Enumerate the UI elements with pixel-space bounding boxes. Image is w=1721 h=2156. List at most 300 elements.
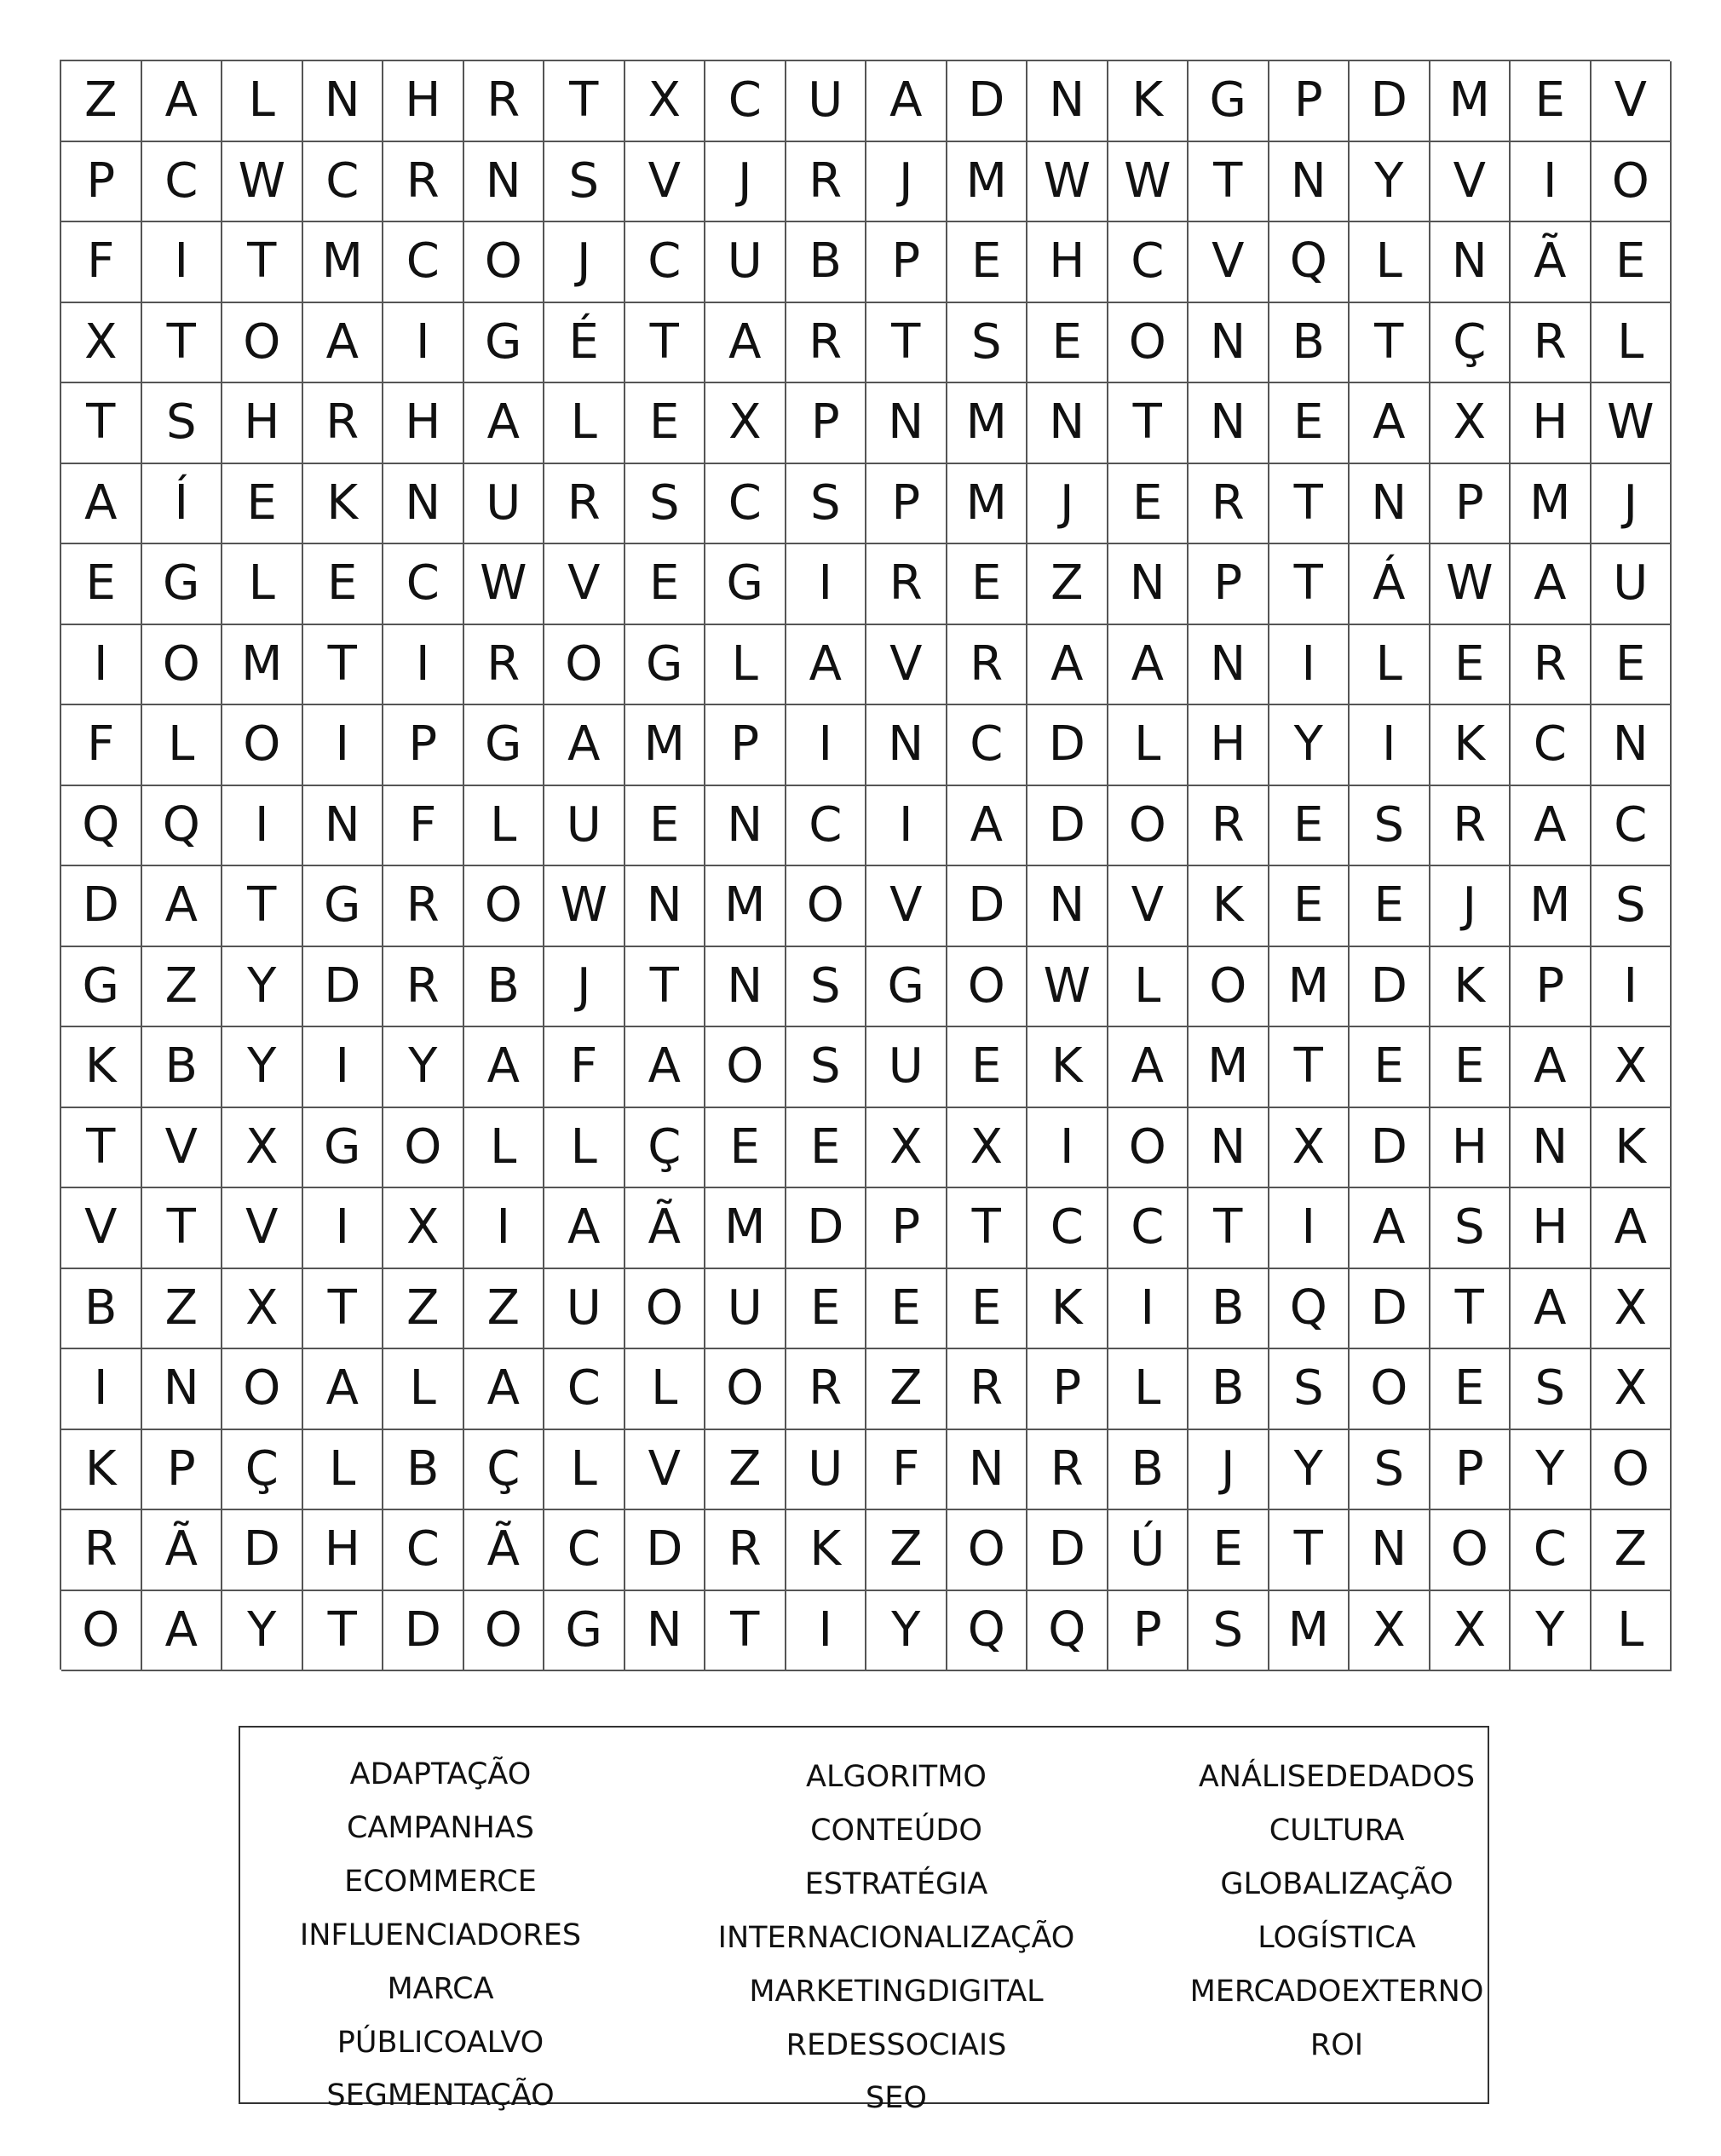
- grid-cell[interactable]: Ã: [464, 1510, 545, 1591]
- grid-cell[interactable]: P: [866, 464, 947, 545]
- grid-cell[interactable]: X: [947, 1108, 1028, 1189]
- grid-cell[interactable]: M: [705, 1188, 786, 1269]
- grid-cell[interactable]: D: [1350, 1269, 1430, 1350]
- grid-cell[interactable]: H: [1511, 383, 1591, 464]
- grid-cell[interactable]: A: [142, 866, 223, 947]
- grid-cell[interactable]: E: [947, 222, 1028, 303]
- grid-cell[interactable]: Y: [866, 1591, 947, 1672]
- grid-cell[interactable]: K: [1430, 947, 1511, 1028]
- grid-cell[interactable]: V: [222, 1188, 303, 1269]
- grid-cell[interactable]: T: [303, 625, 384, 706]
- grid-cell[interactable]: P: [866, 1188, 947, 1269]
- grid-cell[interactable]: D: [1027, 1510, 1108, 1591]
- grid-cell[interactable]: I: [1350, 705, 1430, 786]
- grid-cell[interactable]: A: [1027, 625, 1108, 706]
- grid-cell[interactable]: D: [1027, 705, 1108, 786]
- grid-cell[interactable]: A: [1591, 1188, 1672, 1269]
- grid-cell[interactable]: V: [1591, 61, 1672, 142]
- grid-cell[interactable]: O: [705, 1027, 786, 1108]
- grid-cell[interactable]: R: [1027, 1430, 1108, 1511]
- grid-cell[interactable]: A: [142, 61, 223, 142]
- grid-cell[interactable]: G: [625, 625, 706, 706]
- grid-cell[interactable]: H: [1027, 222, 1108, 303]
- grid-cell[interactable]: H: [1430, 1108, 1511, 1189]
- grid-cell[interactable]: E: [1430, 1027, 1511, 1108]
- grid-cell[interactable]: N: [1430, 222, 1511, 303]
- grid-cell[interactable]: W: [1027, 947, 1108, 1028]
- grid-cell[interactable]: Y: [1269, 705, 1350, 786]
- grid-cell[interactable]: C: [1511, 705, 1591, 786]
- grid-cell[interactable]: X: [222, 1269, 303, 1350]
- grid-cell[interactable]: A: [705, 303, 786, 384]
- grid-cell[interactable]: Ã: [142, 1510, 223, 1591]
- grid-cell[interactable]: N: [1027, 383, 1108, 464]
- grid-cell[interactable]: R: [786, 142, 867, 223]
- grid-cell[interactable]: D: [303, 947, 384, 1028]
- grid-cell[interactable]: A: [464, 383, 545, 464]
- grid-cell[interactable]: Ç: [222, 1430, 303, 1511]
- grid-cell[interactable]: G: [464, 705, 545, 786]
- grid-cell[interactable]: Z: [866, 1349, 947, 1430]
- grid-cell[interactable]: A: [544, 1188, 625, 1269]
- grid-cell[interactable]: I: [1108, 1269, 1189, 1350]
- grid-cell[interactable]: T: [1189, 142, 1269, 223]
- grid-cell[interactable]: E: [1108, 464, 1189, 545]
- grid-cell[interactable]: A: [1511, 786, 1591, 867]
- grid-cell[interactable]: E: [1511, 61, 1591, 142]
- grid-cell[interactable]: D: [947, 61, 1028, 142]
- grid-cell[interactable]: O: [464, 1591, 545, 1672]
- grid-cell[interactable]: N: [303, 786, 384, 867]
- grid-cell[interactable]: B: [1108, 1430, 1189, 1511]
- grid-cell[interactable]: G: [61, 947, 142, 1028]
- grid-cell[interactable]: L: [222, 544, 303, 625]
- grid-cell[interactable]: H: [303, 1510, 384, 1591]
- grid-cell[interactable]: W: [1430, 544, 1511, 625]
- grid-cell[interactable]: E: [1269, 866, 1350, 947]
- grid-cell[interactable]: S: [786, 1027, 867, 1108]
- grid-cell[interactable]: O: [786, 866, 867, 947]
- grid-cell[interactable]: R: [1511, 625, 1591, 706]
- grid-cell[interactable]: E: [1430, 1349, 1511, 1430]
- grid-cell[interactable]: L: [705, 625, 786, 706]
- grid-cell[interactable]: L: [1591, 1591, 1672, 1672]
- grid-cell[interactable]: V: [1189, 222, 1269, 303]
- grid-cell[interactable]: Z: [142, 1269, 223, 1350]
- grid-cell[interactable]: V: [1430, 142, 1511, 223]
- grid-cell[interactable]: T: [142, 1188, 223, 1269]
- grid-cell[interactable]: H: [222, 383, 303, 464]
- grid-cell[interactable]: P: [61, 142, 142, 223]
- grid-cell[interactable]: C: [786, 786, 867, 867]
- grid-cell[interactable]: B: [142, 1027, 223, 1108]
- grid-cell[interactable]: E: [947, 1269, 1028, 1350]
- grid-cell[interactable]: N: [1027, 61, 1108, 142]
- grid-cell[interactable]: P: [1189, 544, 1269, 625]
- grid-cell[interactable]: D: [947, 866, 1028, 947]
- grid-cell[interactable]: C: [947, 705, 1028, 786]
- grid-cell[interactable]: X: [1430, 1591, 1511, 1672]
- grid-cell[interactable]: L: [1591, 303, 1672, 384]
- grid-cell[interactable]: R: [705, 1510, 786, 1591]
- grid-cell[interactable]: W: [222, 142, 303, 223]
- grid-cell[interactable]: N: [1591, 705, 1672, 786]
- grid-cell[interactable]: U: [464, 464, 545, 545]
- grid-cell[interactable]: P: [1269, 61, 1350, 142]
- grid-cell[interactable]: Q: [1027, 1591, 1108, 1672]
- grid-cell[interactable]: A: [1108, 1027, 1189, 1108]
- grid-cell[interactable]: N: [464, 142, 545, 223]
- grid-cell[interactable]: O: [464, 222, 545, 303]
- grid-cell[interactable]: B: [383, 1430, 464, 1511]
- grid-cell[interactable]: O: [947, 947, 1028, 1028]
- grid-cell[interactable]: T: [625, 947, 706, 1028]
- grid-cell[interactable]: I: [1269, 1188, 1350, 1269]
- grid-cell[interactable]: A: [544, 705, 625, 786]
- grid-cell[interactable]: I: [142, 222, 223, 303]
- grid-cell[interactable]: V: [544, 544, 625, 625]
- grid-cell[interactable]: E: [222, 464, 303, 545]
- grid-cell[interactable]: A: [1350, 383, 1430, 464]
- grid-cell[interactable]: P: [1430, 464, 1511, 545]
- grid-cell[interactable]: O: [1108, 303, 1189, 384]
- grid-cell[interactable]: E: [1269, 383, 1350, 464]
- grid-cell[interactable]: T: [61, 1108, 142, 1189]
- grid-cell[interactable]: N: [1350, 464, 1430, 545]
- grid-cell[interactable]: Ç: [464, 1430, 545, 1511]
- grid-cell[interactable]: P: [1027, 1349, 1108, 1430]
- grid-cell[interactable]: T: [1269, 1027, 1350, 1108]
- grid-cell[interactable]: C: [303, 142, 384, 223]
- grid-cell[interactable]: A: [1511, 544, 1591, 625]
- grid-cell[interactable]: O: [383, 1108, 464, 1189]
- grid-cell[interactable]: O: [1350, 1349, 1430, 1430]
- grid-cell[interactable]: E: [947, 1027, 1028, 1108]
- grid-cell[interactable]: E: [1027, 303, 1108, 384]
- grid-cell[interactable]: Á: [1350, 544, 1430, 625]
- grid-cell[interactable]: R: [383, 866, 464, 947]
- grid-cell[interactable]: N: [1189, 303, 1269, 384]
- grid-cell[interactable]: T: [1350, 303, 1430, 384]
- grid-cell[interactable]: L: [544, 1108, 625, 1189]
- grid-cell[interactable]: N: [1189, 1108, 1269, 1189]
- grid-cell[interactable]: O: [222, 1349, 303, 1430]
- grid-cell[interactable]: O: [544, 625, 625, 706]
- grid-cell[interactable]: D: [222, 1510, 303, 1591]
- grid-cell[interactable]: K: [1027, 1269, 1108, 1350]
- grid-cell[interactable]: H: [1511, 1188, 1591, 1269]
- grid-cell[interactable]: C: [383, 222, 464, 303]
- grid-cell[interactable]: R: [303, 383, 384, 464]
- grid-cell[interactable]: I: [786, 1591, 867, 1672]
- grid-cell[interactable]: R: [1430, 786, 1511, 867]
- grid-cell[interactable]: S: [786, 464, 867, 545]
- grid-cell[interactable]: E: [786, 1108, 867, 1189]
- grid-cell[interactable]: Ç: [1430, 303, 1511, 384]
- grid-cell[interactable]: A: [61, 464, 142, 545]
- grid-cell[interactable]: E: [866, 1269, 947, 1350]
- grid-cell[interactable]: C: [705, 464, 786, 545]
- grid-cell[interactable]: N: [1350, 1510, 1430, 1591]
- grid-cell[interactable]: G: [705, 544, 786, 625]
- grid-cell[interactable]: X: [1430, 383, 1511, 464]
- grid-cell[interactable]: Y: [383, 1027, 464, 1108]
- grid-cell[interactable]: M: [1511, 866, 1591, 947]
- grid-cell[interactable]: W: [1027, 142, 1108, 223]
- grid-cell[interactable]: O: [61, 1591, 142, 1672]
- grid-cell[interactable]: N: [705, 947, 786, 1028]
- grid-cell[interactable]: M: [303, 222, 384, 303]
- grid-cell[interactable]: D: [61, 866, 142, 947]
- grid-cell[interactable]: U: [1591, 544, 1672, 625]
- grid-cell[interactable]: H: [383, 61, 464, 142]
- grid-cell[interactable]: W: [464, 544, 545, 625]
- grid-cell[interactable]: N: [142, 1349, 223, 1430]
- grid-cell[interactable]: U: [705, 1269, 786, 1350]
- grid-cell[interactable]: O: [222, 303, 303, 384]
- grid-cell[interactable]: F: [866, 1430, 947, 1511]
- grid-cell[interactable]: T: [61, 383, 142, 464]
- grid-cell[interactable]: N: [866, 383, 947, 464]
- grid-cell[interactable]: P: [786, 383, 867, 464]
- grid-cell[interactable]: D: [383, 1591, 464, 1672]
- grid-cell[interactable]: G: [1189, 61, 1269, 142]
- grid-cell[interactable]: X: [1591, 1269, 1672, 1350]
- grid-cell[interactable]: V: [625, 142, 706, 223]
- grid-cell[interactable]: I: [383, 303, 464, 384]
- grid-cell[interactable]: P: [866, 222, 947, 303]
- grid-cell[interactable]: I: [61, 1349, 142, 1430]
- grid-cell[interactable]: T: [544, 61, 625, 142]
- grid-cell[interactable]: O: [142, 625, 223, 706]
- grid-cell[interactable]: A: [1511, 1027, 1591, 1108]
- grid-cell[interactable]: G: [303, 866, 384, 947]
- grid-cell[interactable]: Y: [222, 1591, 303, 1672]
- grid-cell[interactable]: I: [61, 625, 142, 706]
- grid-cell[interactable]: O: [705, 1349, 786, 1430]
- grid-cell[interactable]: G: [544, 1591, 625, 1672]
- grid-cell[interactable]: Y: [222, 1027, 303, 1108]
- grid-cell[interactable]: N: [1269, 142, 1350, 223]
- grid-cell[interactable]: B: [786, 222, 867, 303]
- grid-cell[interactable]: B: [61, 1269, 142, 1350]
- grid-cell[interactable]: G: [464, 303, 545, 384]
- grid-cell[interactable]: S: [947, 303, 1028, 384]
- grid-cell[interactable]: T: [222, 222, 303, 303]
- grid-cell[interactable]: O: [464, 866, 545, 947]
- grid-cell[interactable]: Y: [1269, 1430, 1350, 1511]
- grid-cell[interactable]: E: [1591, 222, 1672, 303]
- grid-cell[interactable]: Z: [1591, 1510, 1672, 1591]
- grid-cell[interactable]: U: [705, 222, 786, 303]
- grid-cell[interactable]: O: [947, 1510, 1028, 1591]
- grid-cell[interactable]: A: [303, 1349, 384, 1430]
- grid-cell[interactable]: F: [61, 222, 142, 303]
- grid-cell[interactable]: N: [1027, 866, 1108, 947]
- grid-cell[interactable]: W: [1108, 142, 1189, 223]
- grid-cell[interactable]: U: [786, 61, 867, 142]
- grid-cell[interactable]: S: [544, 142, 625, 223]
- grid-cell[interactable]: L: [1108, 1349, 1189, 1430]
- grid-cell[interactable]: J: [1591, 464, 1672, 545]
- grid-cell[interactable]: I: [464, 1188, 545, 1269]
- grid-cell[interactable]: D: [1350, 61, 1430, 142]
- grid-cell[interactable]: Z: [61, 61, 142, 142]
- grid-cell[interactable]: X: [1269, 1108, 1350, 1189]
- grid-cell[interactable]: Y: [1511, 1591, 1591, 1672]
- grid-cell[interactable]: L: [222, 61, 303, 142]
- grid-cell[interactable]: R: [383, 947, 464, 1028]
- grid-cell[interactable]: T: [303, 1591, 384, 1672]
- grid-cell[interactable]: R: [1189, 464, 1269, 545]
- grid-cell[interactable]: R: [866, 544, 947, 625]
- grid-cell[interactable]: A: [947, 786, 1028, 867]
- grid-cell[interactable]: Q: [947, 1591, 1028, 1672]
- grid-cell[interactable]: T: [1269, 464, 1350, 545]
- grid-cell[interactable]: U: [786, 1430, 867, 1511]
- grid-cell[interactable]: T: [866, 303, 947, 384]
- grid-cell[interactable]: N: [1511, 1108, 1591, 1189]
- grid-cell[interactable]: E: [1591, 625, 1672, 706]
- grid-cell[interactable]: N: [625, 866, 706, 947]
- grid-cell[interactable]: K: [1189, 866, 1269, 947]
- grid-cell[interactable]: L: [1108, 705, 1189, 786]
- grid-cell[interactable]: S: [1269, 1349, 1350, 1430]
- grid-cell[interactable]: E: [947, 544, 1028, 625]
- grid-cell[interactable]: R: [544, 464, 625, 545]
- grid-cell[interactable]: Z: [142, 947, 223, 1028]
- grid-cell[interactable]: L: [625, 1349, 706, 1430]
- grid-cell[interactable]: J: [544, 947, 625, 1028]
- grid-cell[interactable]: A: [1350, 1188, 1430, 1269]
- grid-cell[interactable]: P: [1108, 1591, 1189, 1672]
- grid-cell[interactable]: C: [1511, 1510, 1591, 1591]
- grid-cell[interactable]: N: [705, 786, 786, 867]
- grid-cell[interactable]: I: [303, 1188, 384, 1269]
- grid-cell[interactable]: E: [705, 1108, 786, 1189]
- grid-cell[interactable]: Í: [142, 464, 223, 545]
- grid-cell[interactable]: M: [1269, 1591, 1350, 1672]
- grid-cell[interactable]: N: [625, 1591, 706, 1672]
- grid-cell[interactable]: Ã: [625, 1188, 706, 1269]
- grid-cell[interactable]: E: [1350, 866, 1430, 947]
- grid-cell[interactable]: C: [383, 1510, 464, 1591]
- grid-cell[interactable]: M: [1430, 61, 1511, 142]
- grid-cell[interactable]: K: [786, 1510, 867, 1591]
- grid-cell[interactable]: Z: [705, 1430, 786, 1511]
- grid-cell[interactable]: A: [464, 1027, 545, 1108]
- grid-cell[interactable]: L: [1108, 947, 1189, 1028]
- grid-cell[interactable]: O: [1108, 786, 1189, 867]
- grid-cell[interactable]: Z: [464, 1269, 545, 1350]
- grid-cell[interactable]: E: [625, 383, 706, 464]
- grid-cell[interactable]: H: [383, 383, 464, 464]
- grid-cell[interactable]: X: [1350, 1591, 1430, 1672]
- grid-cell[interactable]: B: [464, 947, 545, 1028]
- grid-cell[interactable]: I: [303, 705, 384, 786]
- grid-cell[interactable]: O: [1591, 1430, 1672, 1511]
- grid-cell[interactable]: F: [544, 1027, 625, 1108]
- grid-cell[interactable]: P: [1511, 947, 1591, 1028]
- grid-cell[interactable]: Z: [1027, 544, 1108, 625]
- grid-cell[interactable]: C: [544, 1510, 625, 1591]
- grid-cell[interactable]: X: [61, 303, 142, 384]
- grid-cell[interactable]: J: [705, 142, 786, 223]
- grid-cell[interactable]: X: [625, 61, 706, 142]
- grid-cell[interactable]: T: [1108, 383, 1189, 464]
- grid-cell[interactable]: R: [464, 61, 545, 142]
- grid-cell[interactable]: T: [1269, 544, 1350, 625]
- grid-cell[interactable]: X: [1591, 1349, 1672, 1430]
- grid-cell[interactable]: N: [947, 1430, 1028, 1511]
- grid-cell[interactable]: R: [1511, 303, 1591, 384]
- grid-cell[interactable]: C: [705, 61, 786, 142]
- grid-cell[interactable]: I: [786, 544, 867, 625]
- grid-cell[interactable]: N: [866, 705, 947, 786]
- grid-cell[interactable]: C: [625, 222, 706, 303]
- grid-cell[interactable]: R: [786, 1349, 867, 1430]
- grid-cell[interactable]: O: [625, 1269, 706, 1350]
- grid-cell[interactable]: S: [1350, 786, 1430, 867]
- grid-cell[interactable]: E: [625, 544, 706, 625]
- grid-cell[interactable]: N: [303, 61, 384, 142]
- grid-cell[interactable]: P: [383, 705, 464, 786]
- grid-cell[interactable]: J: [866, 142, 947, 223]
- grid-cell[interactable]: Q: [142, 786, 223, 867]
- grid-cell[interactable]: S: [1189, 1591, 1269, 1672]
- grid-cell[interactable]: A: [303, 303, 384, 384]
- grid-cell[interactable]: Q: [1269, 1269, 1350, 1350]
- grid-cell[interactable]: Y: [1350, 142, 1430, 223]
- grid-cell[interactable]: C: [383, 544, 464, 625]
- grid-cell[interactable]: I: [786, 705, 867, 786]
- grid-cell[interactable]: V: [61, 1188, 142, 1269]
- grid-cell[interactable]: L: [383, 1349, 464, 1430]
- grid-cell[interactable]: Z: [866, 1510, 947, 1591]
- grid-cell[interactable]: B: [1189, 1269, 1269, 1350]
- grid-cell[interactable]: C: [1108, 222, 1189, 303]
- grid-cell[interactable]: T: [625, 303, 706, 384]
- grid-cell[interactable]: N: [1189, 625, 1269, 706]
- grid-cell[interactable]: K: [303, 464, 384, 545]
- grid-cell[interactable]: V: [866, 625, 947, 706]
- grid-cell[interactable]: A: [625, 1027, 706, 1108]
- grid-cell[interactable]: E: [1269, 786, 1350, 867]
- grid-cell[interactable]: D: [1350, 1108, 1430, 1189]
- grid-cell[interactable]: T: [947, 1188, 1028, 1269]
- grid-cell[interactable]: I: [222, 786, 303, 867]
- grid-cell[interactable]: M: [947, 464, 1028, 545]
- grid-cell[interactable]: T: [1430, 1269, 1511, 1350]
- grid-cell[interactable]: I: [1269, 625, 1350, 706]
- grid-cell[interactable]: X: [1591, 1027, 1672, 1108]
- grid-cell[interactable]: R: [1189, 786, 1269, 867]
- grid-cell[interactable]: L: [1350, 625, 1430, 706]
- grid-cell[interactable]: X: [705, 383, 786, 464]
- grid-cell[interactable]: X: [383, 1188, 464, 1269]
- grid-cell[interactable]: C: [1591, 786, 1672, 867]
- grid-cell[interactable]: E: [303, 544, 384, 625]
- grid-cell[interactable]: J: [544, 222, 625, 303]
- grid-cell[interactable]: T: [1189, 1188, 1269, 1269]
- grid-cell[interactable]: G: [866, 947, 947, 1028]
- grid-cell[interactable]: D: [786, 1188, 867, 1269]
- grid-cell[interactable]: I: [383, 625, 464, 706]
- grid-cell[interactable]: F: [383, 786, 464, 867]
- grid-cell[interactable]: I: [303, 1027, 384, 1108]
- grid-cell[interactable]: U: [544, 1269, 625, 1350]
- grid-cell[interactable]: A: [1108, 625, 1189, 706]
